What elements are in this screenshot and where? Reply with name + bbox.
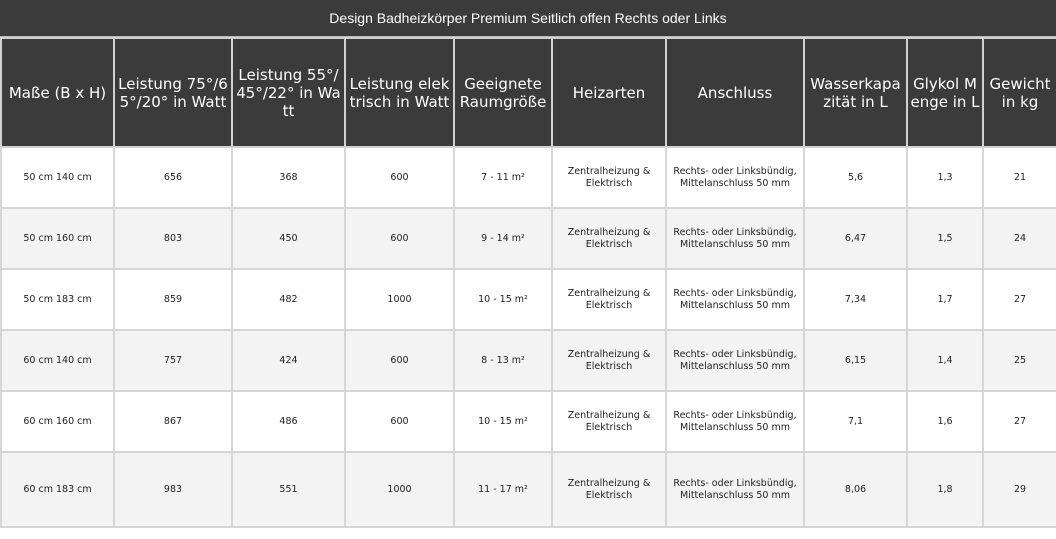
cell-connection: Rechts- oder Linksbündig, Mittelanschluss 50 mm (666, 391, 804, 452)
cell-room-size: 7 - 11 m² (454, 147, 552, 208)
cell-output-75: 656 (114, 147, 232, 208)
header-heating-types: Heizarten (552, 38, 666, 147)
table-row (1, 391, 1056, 452)
table-row (1, 330, 1056, 391)
cell-room-size: 10 - 15 m² (454, 269, 552, 330)
header-weight: Gewicht in kg (983, 38, 1056, 147)
header-water-capacity: Wasserkapazität in L (804, 38, 907, 147)
cell-heating-types: Zentralheizung & Elektrisch (552, 391, 666, 452)
cell-output-75: 859 (114, 269, 232, 330)
spec-table (0, 37, 1056, 528)
cell-output-electric: 1000 (345, 452, 454, 527)
cell-weight: 27 (983, 269, 1056, 330)
table-row (1, 452, 1056, 527)
cell-heating-types: Zentralheizung & Elektrisch (552, 147, 666, 208)
cell-dimensions: 60 cm 140 cm (1, 330, 114, 391)
header-room-size: Geeignete Raumgröße (454, 38, 552, 147)
header-dimensions: Maße (B x H) (1, 38, 114, 147)
cell-glycol: 1,7 (907, 269, 983, 330)
header-output-55: Leistung 55°/45°/22° in Watt (232, 38, 345, 147)
cell-output-55: 551 (232, 452, 345, 527)
cell-glycol: 1,3 (907, 147, 983, 208)
cell-water-capacity: 7,1 (804, 391, 907, 452)
cell-output-75: 757 (114, 330, 232, 391)
cell-glycol: 1,8 (907, 452, 983, 527)
cell-output-55: 482 (232, 269, 345, 330)
cell-output-electric: 600 (345, 147, 454, 208)
cell-room-size: 10 - 15 m² (454, 391, 552, 452)
cell-heating-types: Zentralheizung & Elektrisch (552, 452, 666, 527)
table-row (1, 208, 1056, 269)
table-caption: Design Badheizkörper Premium Seitlich offen Rechts oder Links (0, 0, 1056, 37)
cell-weight: 24 (983, 208, 1056, 269)
cell-water-capacity: 6,47 (804, 208, 907, 269)
cell-output-electric: 600 (345, 208, 454, 269)
header-output-75: Leistung 75°/65°/20° in Watt (114, 38, 232, 147)
table-row (1, 269, 1056, 330)
cell-water-capacity: 7,34 (804, 269, 907, 330)
cell-output-55: 450 (232, 208, 345, 269)
header-connection: Anschluss (666, 38, 804, 147)
cell-dimensions: 50 cm 183 cm (1, 269, 114, 330)
cell-connection: Rechts- oder Linksbündig, Mittelanschluss 50 mm (666, 330, 804, 391)
cell-room-size: 11 - 17 m² (454, 452, 552, 527)
cell-weight: 21 (983, 147, 1056, 208)
cell-dimensions: 60 cm 183 cm (1, 452, 114, 527)
cell-connection: Rechts- oder Linksbündig, Mittelanschluss 50 mm (666, 452, 804, 527)
cell-output-electric: 600 (345, 330, 454, 391)
cell-output-75: 867 (114, 391, 232, 452)
cell-room-size: 9 - 14 m² (454, 208, 552, 269)
cell-dimensions: 50 cm 160 cm (1, 208, 114, 269)
table-row (1, 147, 1056, 208)
cell-water-capacity: 8,06 (804, 452, 907, 527)
cell-weight: 27 (983, 391, 1056, 452)
cell-output-75: 983 (114, 452, 232, 527)
cell-weight: 25 (983, 330, 1056, 391)
cell-water-capacity: 6,15 (804, 330, 907, 391)
cell-output-electric: 600 (345, 391, 454, 452)
cell-connection: Rechts- oder Linksbündig, Mittelanschluss 50 mm (666, 208, 804, 269)
cell-output-75: 803 (114, 208, 232, 269)
cell-glycol: 1,4 (907, 330, 983, 391)
header-output-electric: Leistung elektrisch in Watt (345, 38, 454, 147)
cell-output-55: 486 (232, 391, 345, 452)
cell-weight: 29 (983, 452, 1056, 527)
cell-connection: Rechts- oder Linksbündig, Mittelanschluss 50 mm (666, 269, 804, 330)
cell-heating-types: Zentralheizung & Elektrisch (552, 269, 666, 330)
cell-heating-types: Zentralheizung & Elektrisch (552, 330, 666, 391)
cell-output-55: 368 (232, 147, 345, 208)
cell-output-electric: 1000 (345, 269, 454, 330)
cell-water-capacity: 5,6 (804, 147, 907, 208)
cell-output-55: 424 (232, 330, 345, 391)
cell-heating-types: Zentralheizung & Elektrisch (552, 208, 666, 269)
cell-room-size: 8 - 13 m² (454, 330, 552, 391)
cell-glycol: 1,6 (907, 391, 983, 452)
header-row (1, 38, 1056, 147)
cell-glycol: 1,5 (907, 208, 983, 269)
header-glycol: Glykol Menge in L (907, 38, 983, 147)
cell-connection: Rechts- oder Linksbündig, Mittelanschluss 50 mm (666, 147, 804, 208)
cell-dimensions: 50 cm 140 cm (1, 147, 114, 208)
cell-dimensions: 60 cm 160 cm (1, 391, 114, 452)
